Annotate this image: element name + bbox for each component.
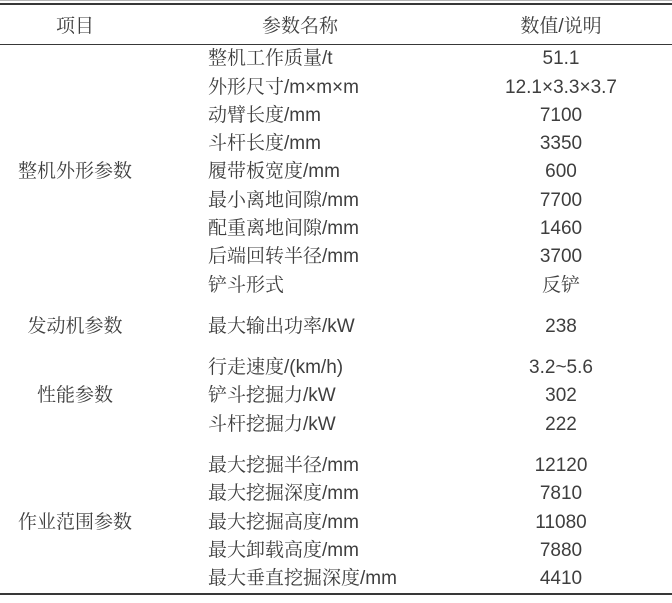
value-cell: 反铲 — [541, 274, 580, 296]
table-row — [0, 341, 672, 382]
item-cell: 性能参数 — [36, 385, 113, 407]
value-cell: 3700 — [539, 246, 583, 268]
param-cell: 配重离地间隙/mm — [208, 218, 359, 239]
param-cell: 最大输出功率/kW — [208, 315, 355, 337]
item-cell: 作业范围参数 — [17, 511, 132, 533]
value-cell: 1460 — [539, 218, 583, 239]
param-cell: 铲斗形式 — [208, 274, 285, 296]
param-cell: 外形尺寸/m×m×m — [208, 76, 359, 98]
param-cell: 最大挖掘半径/mm — [208, 455, 359, 477]
param-cell: 整机工作质量/t — [208, 48, 333, 70]
value-cell: 7700 — [539, 189, 583, 211]
value-cell: 7880 — [539, 539, 583, 561]
header-row — [0, 4, 672, 45]
spec-table — [0, 3, 672, 595]
param-cell: 最大挖掘高度/mm — [208, 511, 359, 533]
param-cell: 动臂长度/mm — [208, 104, 321, 126]
param-cell: 履带板宽度/mm — [208, 161, 340, 183]
top-hairline — [0, 0, 672, 1]
item-cell: 发动机参数 — [27, 315, 123, 337]
param-cell: 最大卸载高度/mm — [208, 539, 359, 561]
param-cell: 最大垂直挖掘深度/mm — [208, 568, 397, 590]
table-header — [0, 4, 672, 45]
header-param: 参数名称 — [150, 4, 450, 45]
param-cell: 斗杆挖掘力/kW — [208, 413, 336, 435]
param-cell: 斗杆长度/mm — [208, 133, 321, 155]
table-row — [0, 439, 672, 480]
value-cell: 222 — [545, 413, 577, 435]
value-cell: 12120 — [534, 455, 588, 477]
value-cell: 51.1 — [542, 48, 580, 70]
value-cell: 600 — [545, 161, 577, 183]
value-cell: 3350 — [539, 133, 583, 155]
header-item: 项目 — [0, 4, 150, 45]
param-cell: 最大挖掘深度/mm — [208, 483, 359, 505]
param-cell: 行走速度/(km/h) — [208, 357, 344, 379]
table-row — [0, 45, 672, 74]
value-cell: 3.2~5.6 — [529, 357, 593, 379]
value-cell: 7810 — [539, 483, 583, 505]
value-cell: 238 — [545, 315, 577, 337]
table-group — [0, 45, 672, 300]
value-cell: 302 — [545, 385, 577, 407]
value-cell: 12.1×3.3×3.7 — [505, 76, 617, 98]
value-cell: 7100 — [539, 104, 583, 126]
param-cell: 最小离地间隙/mm — [208, 189, 359, 211]
param-cell: 后端回转半径/mm — [208, 246, 359, 268]
header-value: 数值/说明 — [450, 4, 672, 45]
value-cell: 11080 — [535, 511, 587, 533]
table-row — [0, 300, 672, 341]
table-group — [0, 300, 672, 341]
param-cell: 铲斗挖掘力/kW — [208, 385, 336, 407]
value-cell: 4410 — [539, 568, 583, 590]
item-cell: 整机外形参数 — [17, 161, 132, 183]
table-group — [0, 341, 672, 439]
table-group — [0, 439, 672, 594]
